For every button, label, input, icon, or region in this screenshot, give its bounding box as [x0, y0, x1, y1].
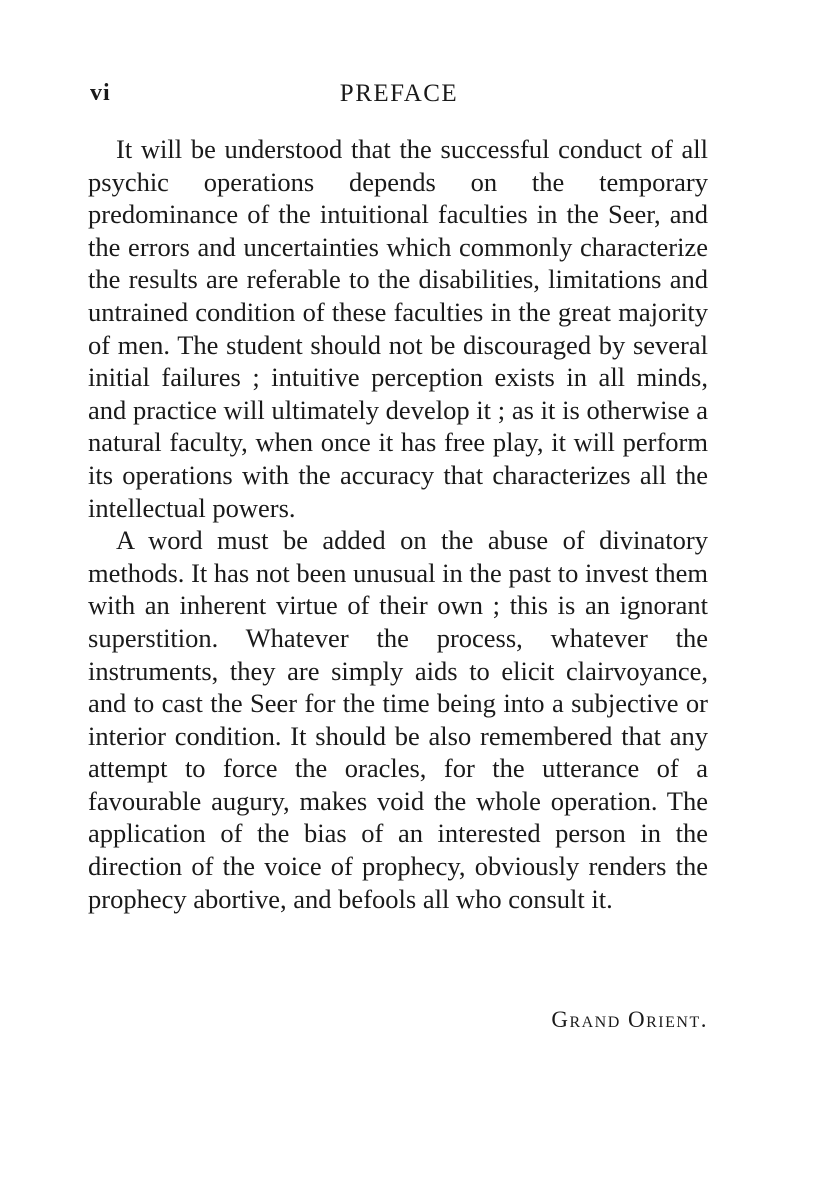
preface-body — [88, 133, 708, 915]
running-head — [90, 80, 708, 112]
paragraph-abuse-of-divination: A word must be added on the abuse of divinatory methods. It has not been unusual in the past to invest them with an inherent virtue of their own ; this is an ignorant superstition. Whatever the process, whatever the instruments, they are simply aids to elicit clairvoyance, and to cast the Seer for the time being into a subjective or interior condition. It should be also remembered that any attempt to force the oracles, for the utterance of a favourable augury, makes void the whole operation. The application of the bias of an interested person in the direction of the voice of prophecy, obviously renders the prophecy abortive, and befools all who consult it. — [88, 525, 708, 914]
running-title: PREFACE — [339, 80, 459, 107]
page-number: vi — [90, 80, 111, 106]
paragraph-psychic-operations: It will be understood that the successful conduct of all psychic operations depends on the temporary predominance of the intuitional faculties in the Seer, and the errors and uncertainties which commonly characterize the results are referable to the disabilities, limitations and untrained condition of these faculties in the great majority of men. The student should not be discouraged by several initial failures ; intuitive perception exists in all minds, and practice will ultimately develop it ; as it is otherwise a natural faculty, when once it has free play, it will perform its operations with the accuracy that characterizes all the intellectual powers. — [88, 134, 708, 523]
author-signature: Grand Orient. — [551, 1007, 708, 1032]
